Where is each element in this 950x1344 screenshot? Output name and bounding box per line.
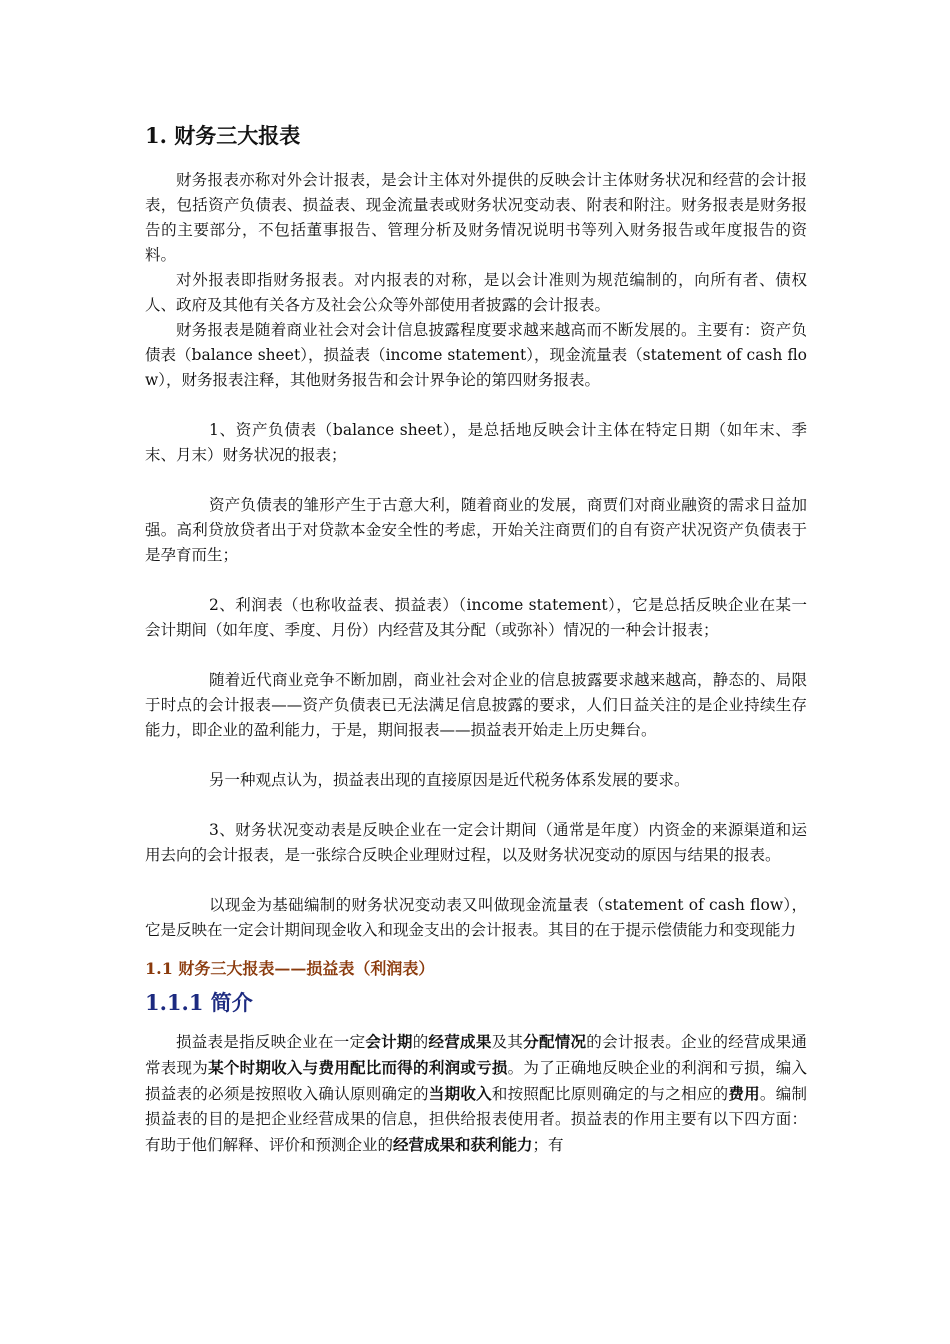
item-balance-sheet: 1、资产负债表（balance sheet），是总括地反映会计主体在特定日期（如年末、季末、月末）财务状况的报表； [145, 421, 807, 464]
body-text: 和按照配比原则确定的与之相应的 [491, 1085, 729, 1103]
spacer [145, 868, 807, 893]
item-income-statement-history: 随着近代商业竞争不断加剧，商业社会对企业的信息披露要求越来越高，静态的、局限于时点的会计报表——资产负债表已无法满足信息披露的要求，人们日益关注的是企业持续生存能力，即企业的盈利能力，于是，期间报表——损益表开始走上历史舞台。 [145, 671, 807, 739]
emphasis-text: 当期收入 [428, 1084, 492, 1103]
intro-paragraph-1: 财务报表亦称对外会计报表，是会计主体对外提供的反映会计主体财务状况和经营的会计报表，包括资产负债表、损益表、现金流量表或财务状况变动表、附表和附注。财务报表是财务报告的主要部分，不包括董事报告、管理分析及财务情况说明书等列入财务报告或年度报告的资料。 [145, 171, 807, 264]
emphasis-text: 经营成果 [428, 1032, 492, 1051]
spacer [145, 743, 807, 768]
section-heading: 1.1 财务三大报表——损益表（利润表） [145, 959, 435, 978]
spacer [145, 393, 807, 418]
body-text: 及其 [491, 1033, 524, 1051]
intro-paragraph-2: 对外报表即指财务报表。对内报表的对称，是以会计准则为规范编制的，向所有者、债权人、政府及其他有关各方及社会公众等外部使用者披露的会计报表。 [145, 271, 807, 314]
summary-paragraph [145, 1029, 807, 1158]
item-cash-flow: 以现金为基础编制的财务状况变动表又叫做现金流量表（statement of cash flow），它是反映在一定会计期间现金收入和现金支出的会计报表。其目的在于提示偿债能力和变现能力 [145, 896, 807, 939]
page-title: 1. 财务三大报表 [145, 123, 301, 148]
emphasis-text: 经营成果和获利能力 [393, 1135, 533, 1154]
document-body [145, 120, 807, 1158]
item-alternative-view: 另一种观点认为，损益表出现的直接原因是近代税务体系发展的要求。 [209, 771, 690, 789]
spacer [145, 468, 807, 493]
emphasis-text: 某个时期收入与费用配比而得的利润或亏损 [208, 1058, 508, 1077]
emphasis-text: 费用 [728, 1084, 760, 1103]
spacer [145, 943, 807, 955]
body-text: 的会计报表。企业的经营成果通常表现为 [145, 1033, 807, 1077]
spacer [145, 568, 807, 593]
item-income-statement: 2、利润表（也称收益表、损益表）（income statement），它是总括反映企业在某一会计期间（如年度、季度、月份）内经营及其分配（或弥补）情况的一种会计报表； [145, 596, 807, 639]
emphasis-text: 分配情况 [523, 1032, 587, 1051]
subsection-heading: 1.1.1 简介 [145, 990, 253, 1015]
body-text: ；有 [532, 1136, 564, 1154]
spacer [145, 793, 807, 818]
item-balance-sheet-history: 资产负债表的雏形产生于古意大利，随着商业的发展，商贾们对商业融资的需求日益加强。高利贷放贷者出于对贷款本金安全性的考虑，开始关注商贾们的自有资产状况资产负债表于是孕育而生； [145, 496, 807, 564]
item-fund-statement: 3、财务状况变动表是反映企业在一定会计期间（通常是年度）内资金的来源渠道和运用去向的会计报表，是一张综合反映企业理财过程，以及财务状况变动的原因与结果的报表。 [145, 821, 807, 864]
emphasis-text: 会计期 [365, 1032, 413, 1051]
body-text: 损益表是指反映企业在一定 [176, 1033, 366, 1051]
body-text: 的 [412, 1033, 429, 1051]
intro-paragraph-3: 财务报表是随着商业社会对会计信息披露程度要求越来越高而不断发展的。主要有：资产负债表（balance sheet），损益表（income statement），现金流量表（statement of cash flow），财务报表注释，其他财务报告和会计界争论的第四财务报表。 [145, 321, 807, 389]
body-text: 。为了正确地反映企业的利润和亏损，编入损益表的必须是按照收入确认原则确定的 [145, 1059, 807, 1103]
spacer [145, 643, 807, 668]
body-text: 。编制损益表的目的是把企业经营成果的信息，担供给报表使用者。损益表的作用主要有以下四方面：有助于他们解释、评价和预测企业的 [145, 1085, 807, 1154]
